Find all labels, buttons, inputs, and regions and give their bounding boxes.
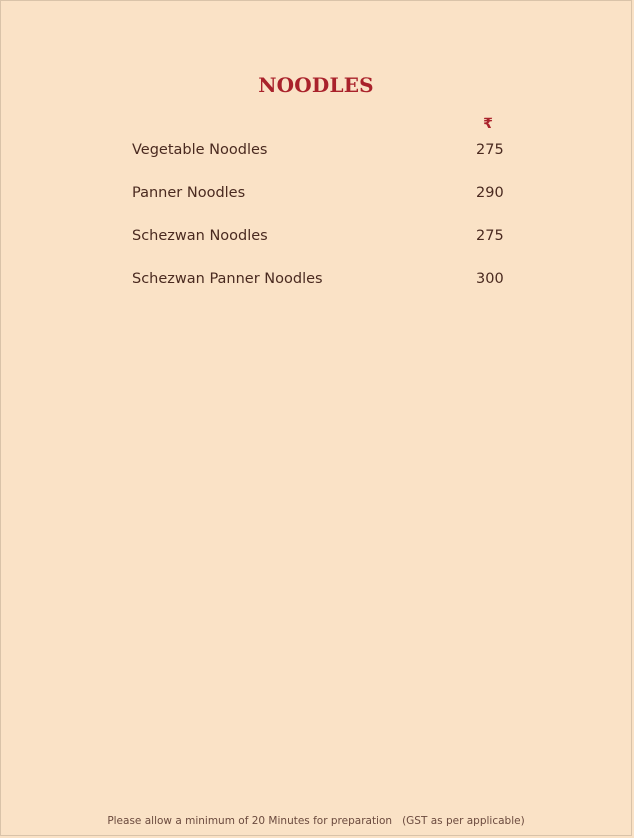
- menu-item: [132, 227, 512, 270]
- tax-note: (GST as per applicable): [402, 815, 525, 827]
- menu-item: [132, 141, 512, 184]
- item-price: 290: [476, 185, 504, 201]
- item-price: 275: [476, 228, 504, 244]
- menu-items-list: [132, 141, 512, 313]
- footer-note: [1, 815, 631, 827]
- preparation-note: Please allow a minimum of 20 Minutes for preparation: [107, 815, 393, 827]
- item-name: Panner Noodles: [132, 185, 246, 201]
- item-name: Vegetable Noodles: [132, 142, 268, 158]
- menu-item: [132, 184, 512, 227]
- section-title: NOODLES: [258, 73, 374, 97]
- item-price: 300: [476, 271, 504, 287]
- item-name: Schezwan Noodles: [132, 228, 268, 244]
- item-price: 275: [476, 142, 504, 158]
- currency-symbol: ₹: [483, 116, 493, 132]
- menu-item: [132, 270, 512, 313]
- item-name: Schezwan Panner Noodles: [132, 271, 323, 287]
